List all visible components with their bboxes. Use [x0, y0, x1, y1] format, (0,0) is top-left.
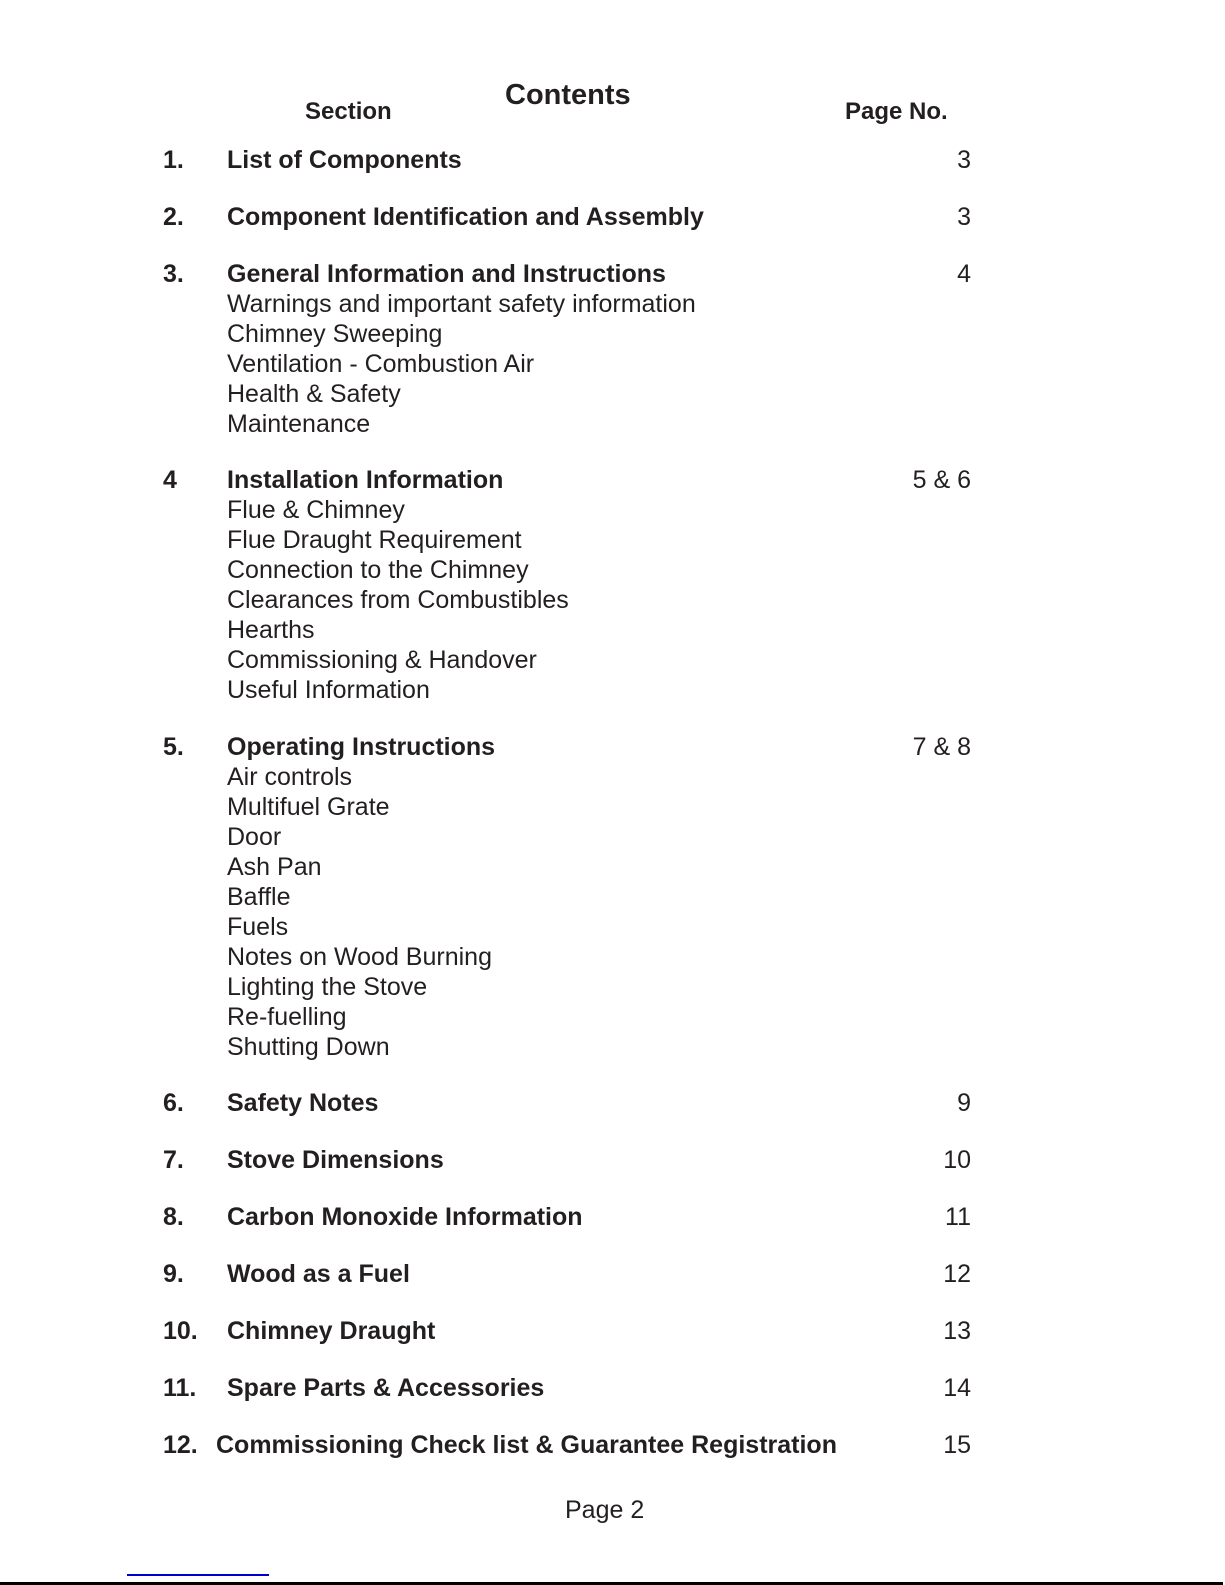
entry-number: 7. — [163, 1146, 184, 1174]
entry-number: 11. — [163, 1374, 197, 1402]
page-footer-number: Page 2 — [565, 1496, 645, 1524]
entry-page-number: 5 & 6 — [912, 466, 971, 494]
subitem[interactable]: Door — [227, 823, 282, 851]
subitem[interactable]: Baffle — [227, 883, 291, 911]
subitem[interactable]: Connection to the Chimney — [227, 556, 529, 584]
entry-title[interactable]: Commissioning Check list & Guarantee Registration — [216, 1431, 837, 1459]
entry-page-number: 12 — [943, 1260, 971, 1288]
entry-page-number: 7 & 8 — [912, 733, 971, 761]
entry-page-number: 14 — [943, 1374, 971, 1402]
entry-page-number: 3 — [957, 203, 971, 231]
section-column-header: Section — [305, 98, 392, 125]
entry-title[interactable]: Carbon Monoxide Information — [227, 1203, 583, 1231]
page-title: Contents — [505, 79, 631, 111]
entry-title[interactable]: Chimney Draught — [227, 1317, 436, 1345]
entry-number: 8. — [163, 1203, 184, 1231]
entry-subitems — [227, 289, 696, 439]
subitem[interactable]: Shutting Down — [227, 1033, 390, 1061]
entry-page-number: 10 — [943, 1146, 971, 1174]
entry-subitems — [227, 495, 569, 705]
entry-page-number: 3 — [957, 146, 971, 174]
entry-title[interactable]: List of Components — [227, 146, 462, 174]
entry-number: 4 — [163, 466, 177, 494]
subitem[interactable]: Flue & Chimney — [227, 496, 405, 524]
entry-page-number: 11 — [945, 1203, 971, 1231]
entry-number: 10. — [163, 1317, 198, 1345]
subitem[interactable]: Useful Information — [227, 676, 430, 704]
entry-number: 9. — [163, 1260, 184, 1288]
entry-title[interactable]: Safety Notes — [227, 1089, 379, 1117]
subitem[interactable]: Lighting the Stove — [227, 973, 428, 1001]
subitem[interactable]: Hearths — [227, 616, 315, 644]
entry-number: 5. — [163, 733, 184, 761]
entry-page-number: 13 — [943, 1317, 971, 1345]
subitem[interactable]: Ash Pan — [227, 853, 322, 881]
entry-number: 1. — [163, 146, 184, 174]
entry-title[interactable]: Stove Dimensions — [227, 1146, 444, 1174]
entry-number: 6. — [163, 1089, 184, 1117]
subitem[interactable]: Chimney Sweeping — [227, 320, 443, 348]
entry-title[interactable]: Installation Information — [227, 466, 504, 494]
page-number-column-header: Page No. — [845, 98, 948, 125]
entry-number: 3. — [163, 260, 184, 288]
entry-title[interactable]: Operating Instructions — [227, 733, 496, 761]
subitem[interactable]: Air controls — [227, 763, 353, 791]
subitem[interactable]: Flue Draught Requirement — [227, 526, 522, 554]
entry-number: 2. — [163, 203, 184, 231]
entry-title[interactable]: Spare Parts & Accessories — [227, 1374, 545, 1402]
subitem[interactable]: Re-fuelling — [227, 1003, 347, 1031]
entry-title[interactable]: Component Identification and Assembly — [227, 203, 704, 231]
subitem[interactable]: Warnings and important safety information — [227, 290, 696, 318]
subitem[interactable]: Maintenance — [227, 410, 371, 438]
subitem[interactable]: Fuels — [227, 913, 289, 941]
link-underline[interactable] — [127, 1574, 269, 1576]
entry-page-number: 9 — [957, 1089, 971, 1117]
subitem[interactable]: Multifuel Grate — [227, 793, 390, 821]
entry-title[interactable]: General Information and Instructions — [227, 260, 666, 288]
entry-page-number: 4 — [957, 260, 971, 288]
subitem[interactable]: Commissioning & Handover — [227, 646, 537, 674]
subitem[interactable]: Health & Safety — [227, 380, 401, 408]
subitem[interactable]: Clearances from Combustibles — [227, 586, 569, 614]
entry-title[interactable]: Wood as a Fuel — [227, 1260, 410, 1288]
entry-number: 12. — [163, 1431, 198, 1459]
entry-page-number: 15 — [943, 1431, 971, 1459]
subitem[interactable]: Notes on Wood Burning — [227, 943, 492, 971]
subitem[interactable]: Ventilation - Combustion Air — [227, 350, 535, 378]
entry-subitems — [227, 762, 492, 1062]
